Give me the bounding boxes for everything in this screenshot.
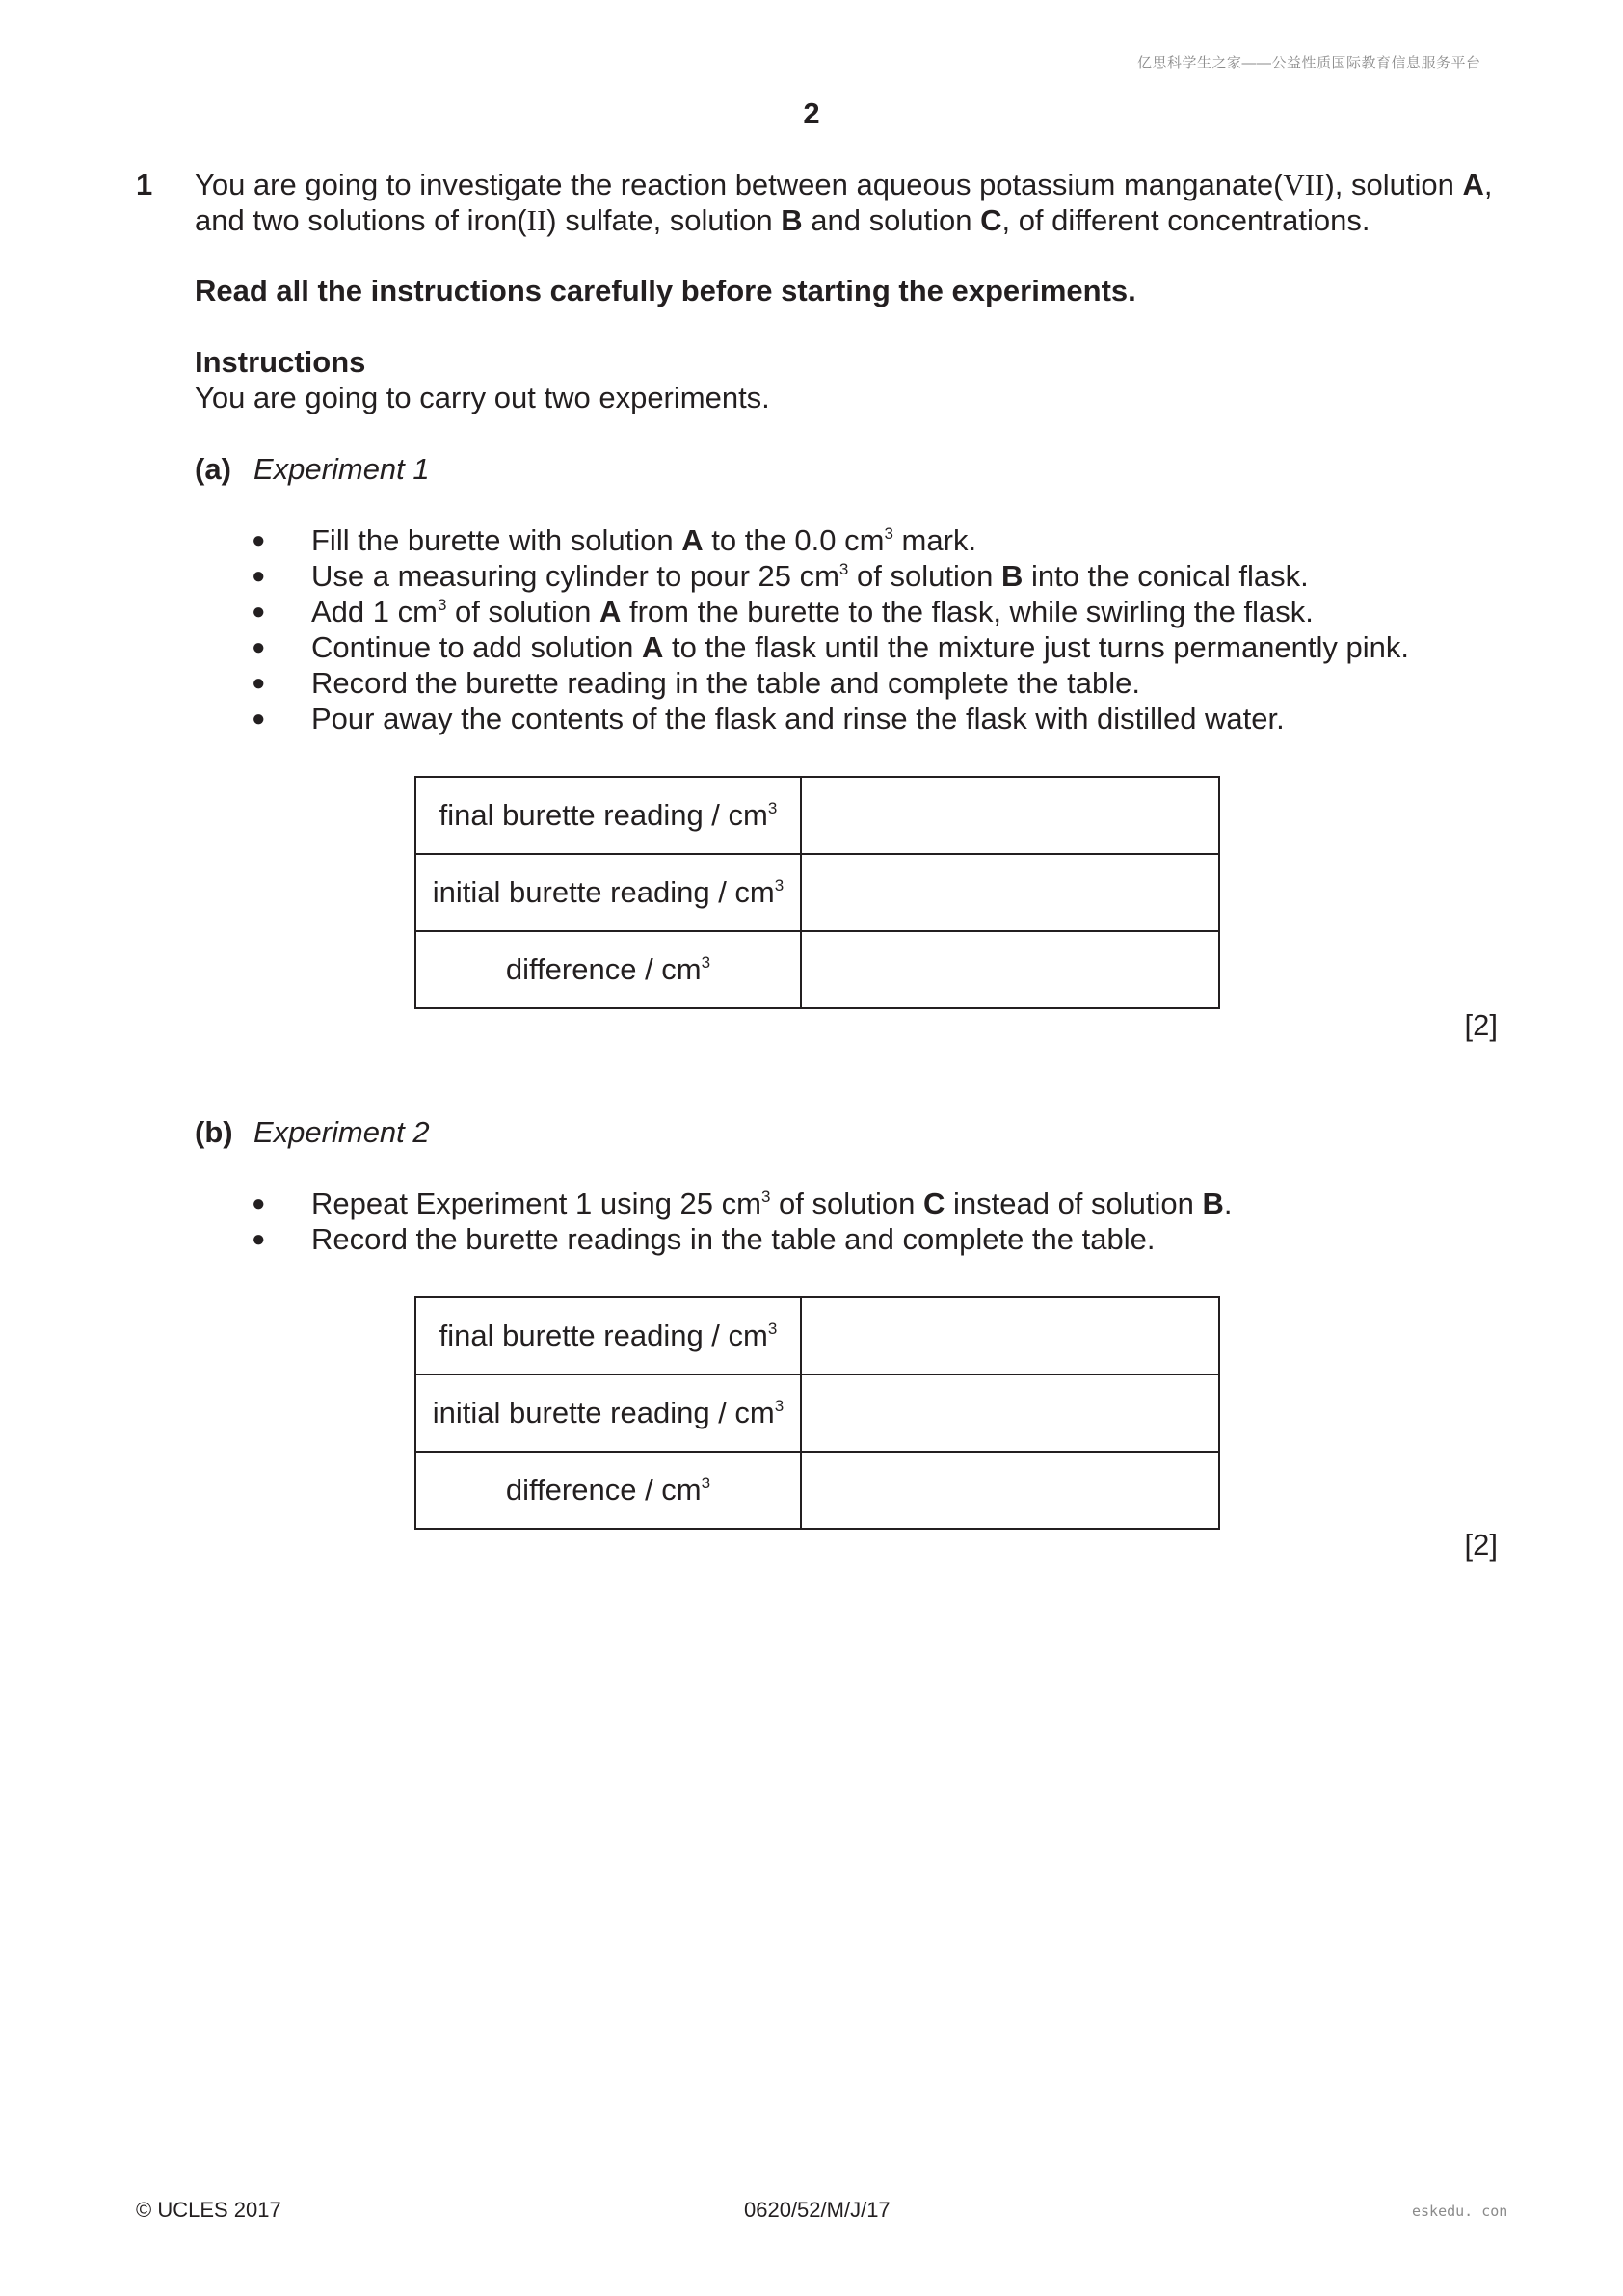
table-row xyxy=(415,854,1219,931)
bullet-icon: ● xyxy=(252,527,266,553)
part-a-bullet-list xyxy=(252,522,1409,736)
bullet-icon: ● xyxy=(252,1226,266,1252)
bullet-item: ● Repeat Experiment 1 using 25 $cm^3$ of solution C instead of solution B. xyxy=(252,1187,1233,1220)
bullet-item: ● Fill the burette with solution A to the 0.0 $cm^3$ mark. xyxy=(252,523,977,557)
read-instructions-warning: Read all the instructions carefully before starting the experiments. xyxy=(195,274,1136,307)
footer-paper-code: 0620/52/M/J/17 xyxy=(744,2198,891,2222)
bullet-icon: ● xyxy=(252,670,266,696)
part-a-title: Experiment 1 xyxy=(253,452,430,486)
part-b-bullet-list xyxy=(252,1186,1233,1257)
row-label: final burette reading / $cm^3$ xyxy=(415,777,801,854)
answer-cell[interactable] xyxy=(801,1375,1219,1452)
bullet-icon: ● xyxy=(252,706,266,732)
row-label: difference / $cm^3$ xyxy=(415,931,801,1008)
part-b-label: (b) xyxy=(195,1115,233,1149)
bullet-item: ● Record the burette reading in the table and complete the table. xyxy=(252,666,1140,700)
table-row xyxy=(415,1452,1219,1529)
bullet-icon: ● xyxy=(252,634,266,660)
answer-cell[interactable] xyxy=(801,931,1219,1008)
part-a-label: (a) xyxy=(195,452,231,486)
question-number: 1 xyxy=(136,168,153,201)
instructions-text: You are going to carry out two experiments. xyxy=(195,381,770,414)
row-label: initial burette reading / $cm^3$ xyxy=(415,1375,801,1452)
bullet-icon: ● xyxy=(252,599,266,625)
header-watermark: 亿思科学生之家——公益性质国际教育信息服务平台 xyxy=(1137,55,1481,71)
answer-cell[interactable] xyxy=(801,1297,1219,1375)
footer-copyright: © UCLES 2017 xyxy=(136,2198,281,2222)
experiment-1-results-table xyxy=(414,776,1220,1009)
bullet-icon: ● xyxy=(252,1190,266,1216)
answer-cell[interactable] xyxy=(801,1452,1219,1529)
table-row xyxy=(415,777,1219,854)
bullet-item: ● Record the burette readings in the table and complete the table. xyxy=(252,1222,1156,1256)
instructions-heading: Instructions xyxy=(195,345,366,379)
part-b-marks: [2] xyxy=(1464,1528,1498,1562)
part-b-title: Experiment 2 xyxy=(253,1115,430,1149)
bullet-icon: ● xyxy=(252,563,266,589)
experiment-2-results-table xyxy=(414,1296,1220,1530)
bullet-item: ● Pour away the contents of the flask and rinse the flask with distilled water. xyxy=(252,702,1285,735)
answer-cell[interactable] xyxy=(801,854,1219,931)
footer-site-watermark: eskedu. con xyxy=(1412,2203,1508,2220)
page-number: 2 xyxy=(803,96,820,130)
bullet-item: ● Continue to add solution A to the flask until the mixture just turns permanently pink. xyxy=(252,630,1409,664)
row-label: final burette reading / $cm^3$ xyxy=(415,1297,801,1375)
bullet-item: ● Use a measuring cylinder to pour 25 $cm^3$ of solution B into the conical flask. xyxy=(252,559,1309,593)
part-a-marks: [2] xyxy=(1464,1008,1498,1042)
row-label: difference / $cm^3$ xyxy=(415,1452,801,1529)
answer-cell[interactable] xyxy=(801,777,1219,854)
table-row xyxy=(415,1297,1219,1375)
table-row xyxy=(415,931,1219,1008)
row-label: initial burette reading / $cm^3$ xyxy=(415,854,801,931)
question-intro: You are going to investigate the reaction between aqueous potassium manganate(VII), solution A, and two solutions of iron(II) sulfate, solution B and solution C, of different concentrations. xyxy=(195,168,1493,237)
bullet-item: ● Add 1 $cm^3$ of solution A from the burette to the flask, while swirling the flask. xyxy=(252,595,1314,628)
table-row xyxy=(415,1375,1219,1452)
